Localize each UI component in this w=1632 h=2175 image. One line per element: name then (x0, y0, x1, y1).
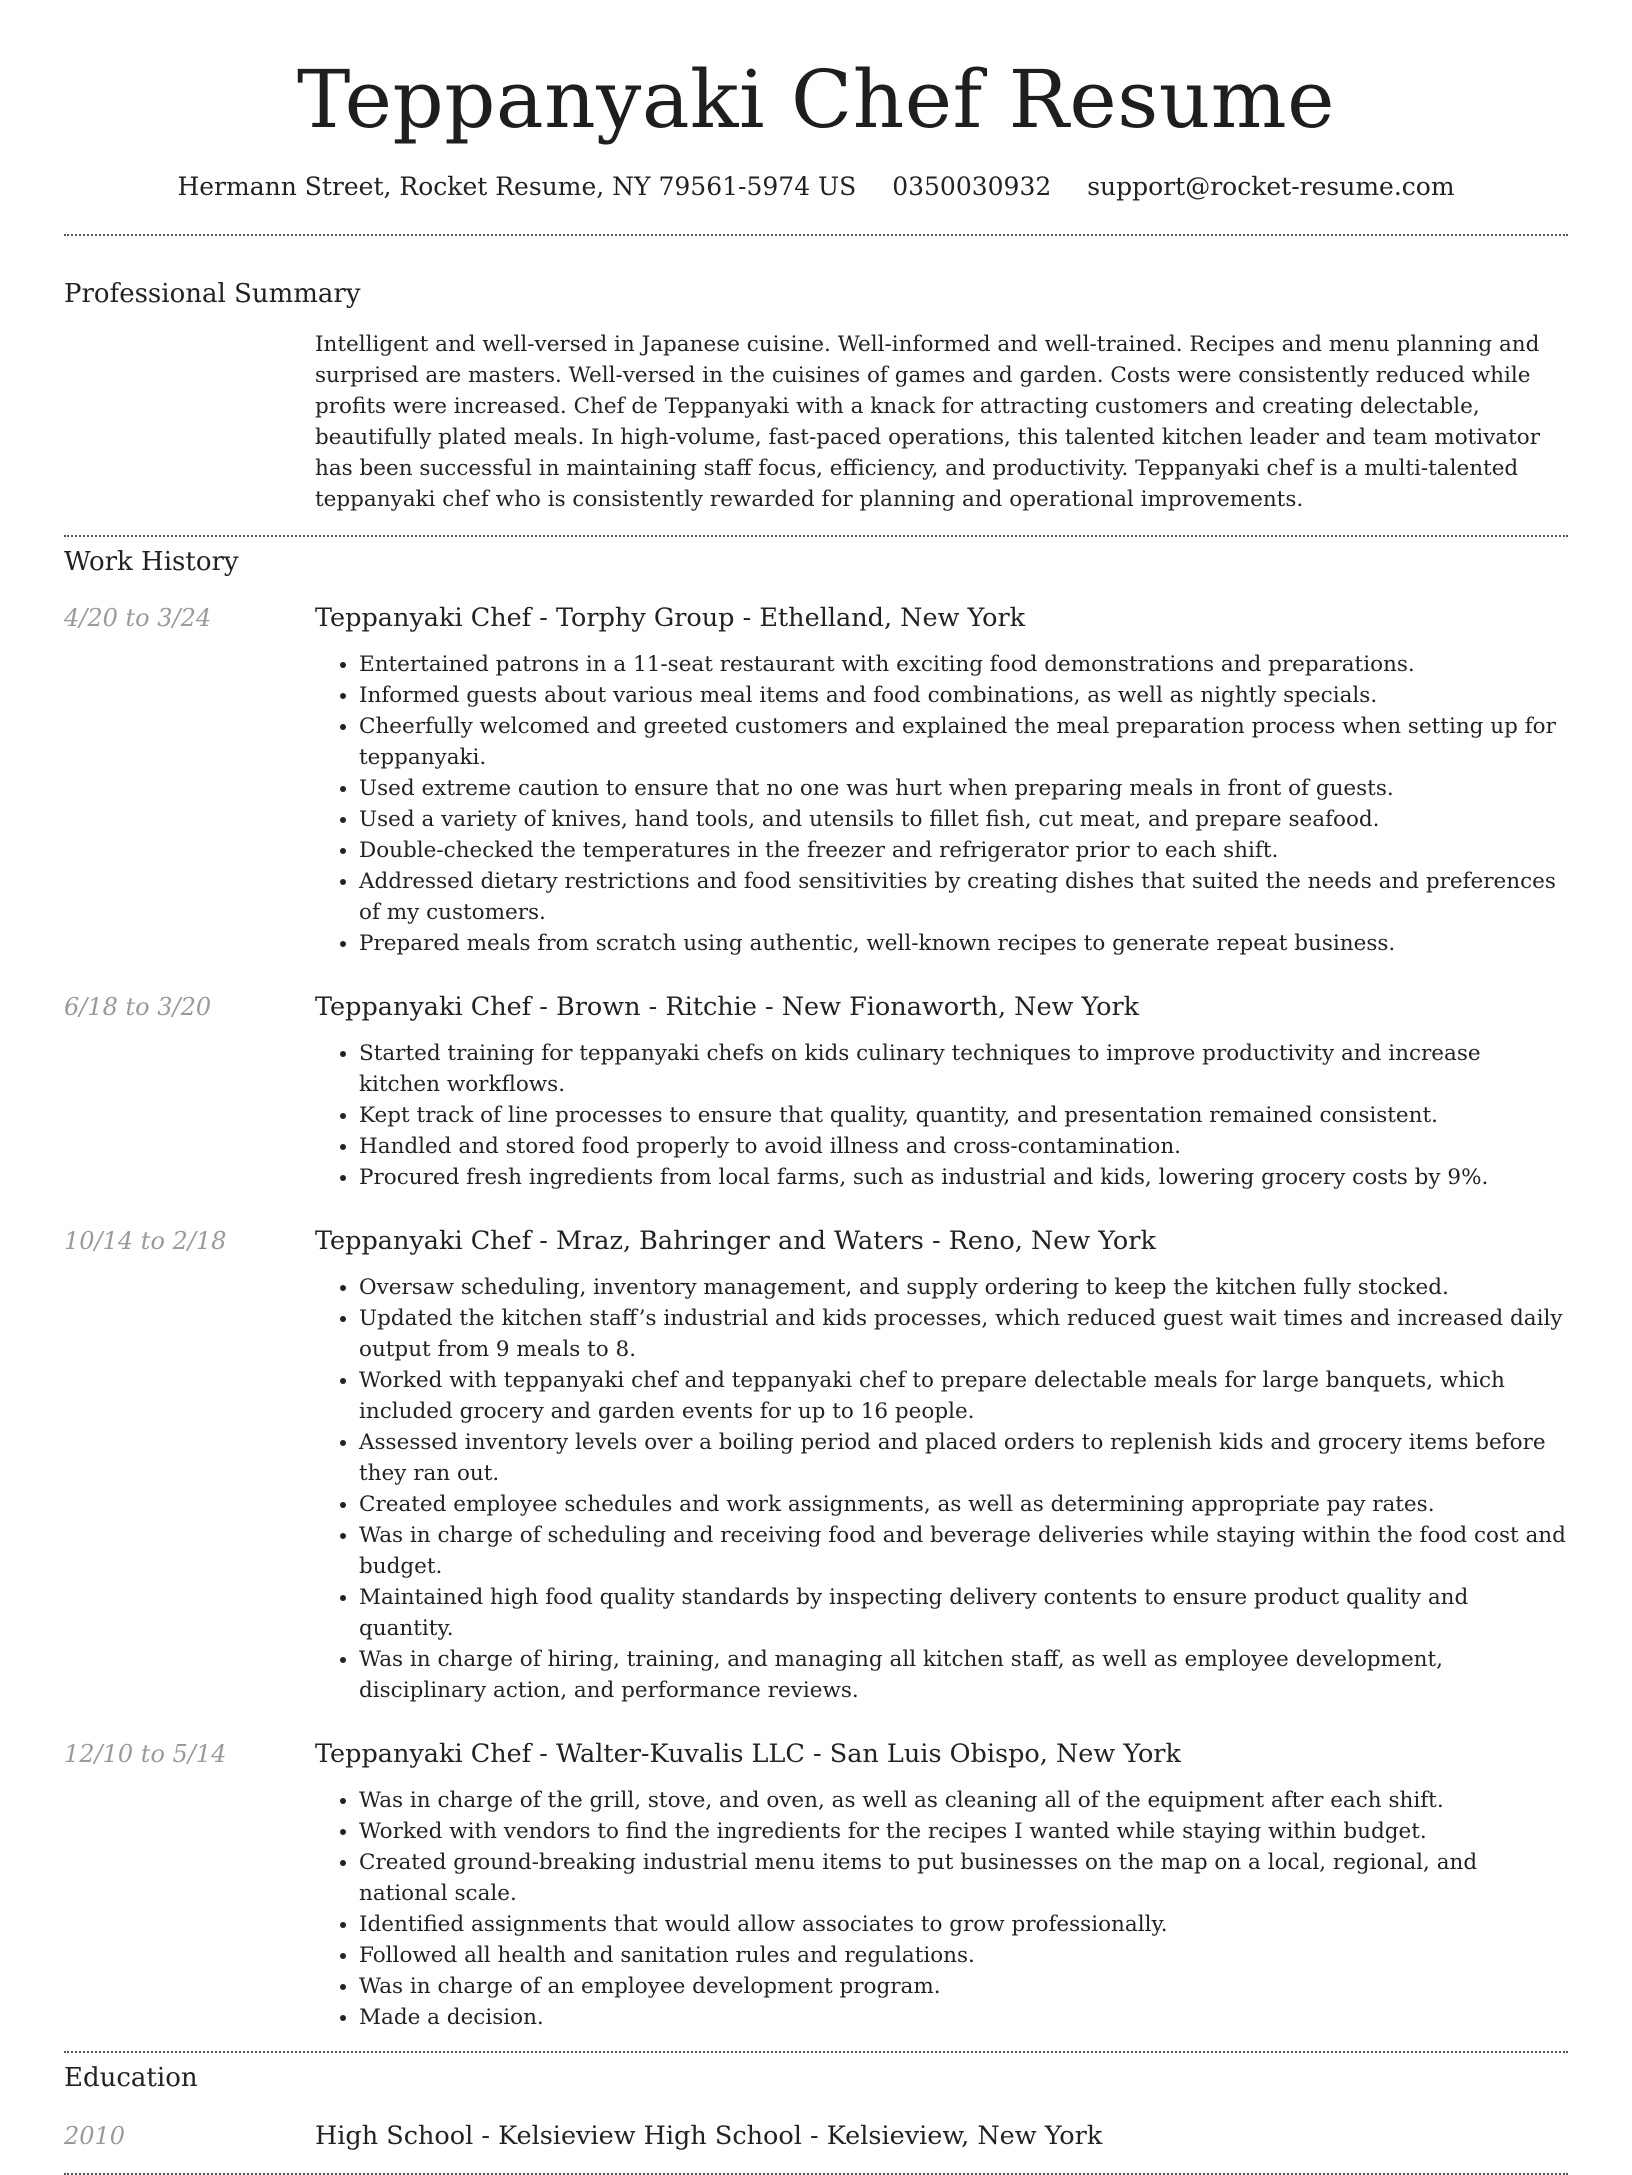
list-item: • Assessed inventory levels over a boiling period and placed orders to replenish kids and grocery items before they ran out. (359, 1427, 1568, 1489)
list-item: • Updated the kitchen staff’s industrial and kids processes, which reduced guest wait times and increased daily output from 9 meals to 8. (359, 1303, 1568, 1365)
list-item: • Started training for teppanyaki chefs on kids culinary techniques to improve productivity and increase kitchen workflows. (359, 1038, 1568, 1100)
divider (64, 2051, 1568, 2053)
section-title: Professional Summary (64, 279, 361, 309)
job-dates: 4/20 to 3/24 (64, 604, 212, 632)
contact-line (64, 170, 1568, 204)
email-address: support@rocket-resume.com (1087, 172, 1455, 201)
list-item: • Followed all health and sanitation rules and regulations. (359, 1940, 1568, 1971)
education-section (64, 2061, 1568, 2153)
address: Hermann Street, Rocket Resume, NY 79561-5974 US (177, 172, 857, 201)
job-title: Teppanyaki Chef - Walter-Kuvalis LLC - San Luis Obispo, New York (315, 1739, 1181, 1769)
divider (64, 535, 1568, 537)
job-bullets (315, 649, 1568, 959)
list-item: • Handled and stored food properly to avoid illness and cross-contamination. (359, 1131, 1568, 1162)
list-item: • Addressed dietary restrictions and food sensitivities by creating dishes that suited the needs and preferences of my customers. (359, 866, 1568, 928)
job-entry (64, 1224, 1568, 1706)
summary-section (64, 277, 1568, 515)
list-item: • Informed guests about various meal items and food combinations, as well as nightly specials. (359, 680, 1568, 711)
job-dates: 10/14 to 2/18 (64, 1227, 227, 1255)
job-entry (64, 1737, 1568, 2033)
list-item: • Identified assignments that would allow associates to grow professionally. (359, 1909, 1568, 1940)
job-title: Teppanyaki Chef - Mraz, Bahringer and Waters - Reno, New York (315, 1226, 1156, 1256)
list-item: • Was in charge of scheduling and receiving food and beverage deliveries while staying within the food cost and budget. (359, 1520, 1568, 1582)
list-item: • Double-checked the temperatures in the freezer and refrigerator prior to each shift. (359, 835, 1568, 866)
list-item: • Created ground-breaking industrial menu items to put businesses on the map on a local, regional, and national scale. (359, 1847, 1568, 1909)
job-bullets (315, 1272, 1568, 1706)
education-title: High School - Kelsieview High School - Kelsieview, New York (315, 2121, 1103, 2151)
list-item: • Entertained patrons in a 11-seat restaurant with exciting food demonstrations and preparations. (359, 649, 1568, 680)
summary-text: Intelligent and well-versed in Japanese cuisine. Well-informed and well-trained. Recipes and menu planning and surprised are masters. Well-versed in the cuisines of games and garden. Costs were consistently reduced while profits were increased. Chef de Teppanyaki with a knack for attracting customers and creating delectable, beautifully plated meals. In high-volume, fast-paced operations, this talented kitchen leader and team motivator has been successful in maintaining staff focus, efficiency, and productivity. Teppanyaki chef is a multi-talented teppanyaki chef who is consistently rewarded for planning and operational improvements. (315, 332, 1540, 512)
resume-page (64, 0, 1568, 2175)
list-item: • Procured fresh ingredients from local farms, such as industrial and kids, lowering grocery costs by 9%. (359, 1162, 1568, 1193)
education-year: 2010 (64, 2122, 126, 2150)
job-entry (64, 990, 1568, 1193)
list-item: • Made a decision. (359, 2002, 1568, 2033)
list-item: • Was in charge of an employee development program. (359, 1971, 1568, 2002)
job-bullets (315, 1038, 1568, 1193)
job-dates: 12/10 to 5/14 (64, 1740, 227, 1768)
list-item: • Created employee schedules and work assignments, as well as determining appropriate pay rates. (359, 1489, 1568, 1520)
job-title: Teppanyaki Chef - Brown - Ritchie - New Fionaworth, New York (315, 992, 1140, 1022)
list-item: • Cheerfully welcomed and greeted customers and explained the meal preparation process when setting up for teppanyaki. (359, 711, 1568, 773)
list-item: • Oversaw scheduling, inventory management, and supply ordering to keep the kitchen fully stocked. (359, 1272, 1568, 1303)
job-bullets (315, 1785, 1568, 2033)
list-item: • Used extreme caution to ensure that no one was hurt when preparing meals in front of guests. (359, 773, 1568, 804)
divider (64, 234, 1568, 236)
education-entry (64, 2119, 1568, 2153)
job-title: Teppanyaki Chef - Torphy Group - Ethelland, New York (315, 603, 1026, 633)
phone-number: 0350030932 (892, 172, 1052, 201)
list-item: • Kept track of line processes to ensure that quality, quantity, and presentation remained consistent. (359, 1100, 1568, 1131)
job-dates: 6/18 to 3/20 (64, 993, 212, 1021)
list-item: • Used a variety of knives, hand tools, and utensils to fillet fish, cut meat, and prepare seafood. (359, 804, 1568, 835)
list-item: • Was in charge of hiring, training, and managing all kitchen staff, as well as employee development, disciplinary action, and performance reviews. (359, 1644, 1568, 1706)
work-history-section (64, 545, 1568, 2033)
job-entry (64, 601, 1568, 959)
section-title: Education (64, 2063, 198, 2093)
resume-title: Teppanyaki Chef Resume (297, 53, 1335, 146)
list-item: • Worked with teppanyaki chef and teppanyaki chef to prepare delectable meals for large banquets, which included grocery and garden events for up to 16 people. (359, 1365, 1568, 1427)
list-item: • Maintained high food quality standards by inspecting delivery contents to ensure product quality and quantity. (359, 1582, 1568, 1644)
list-item: • Worked with vendors to find the ingredients for the recipes I wanted while staying within budget. (359, 1816, 1568, 1847)
list-item: • Prepared meals from scratch using authentic, well-known recipes to generate repeat business. (359, 928, 1568, 959)
list-item: • Was in charge of the grill, stove, and oven, as well as cleaning all of the equipment after each shift. (359, 1785, 1568, 1816)
section-title: Work History (64, 547, 239, 577)
